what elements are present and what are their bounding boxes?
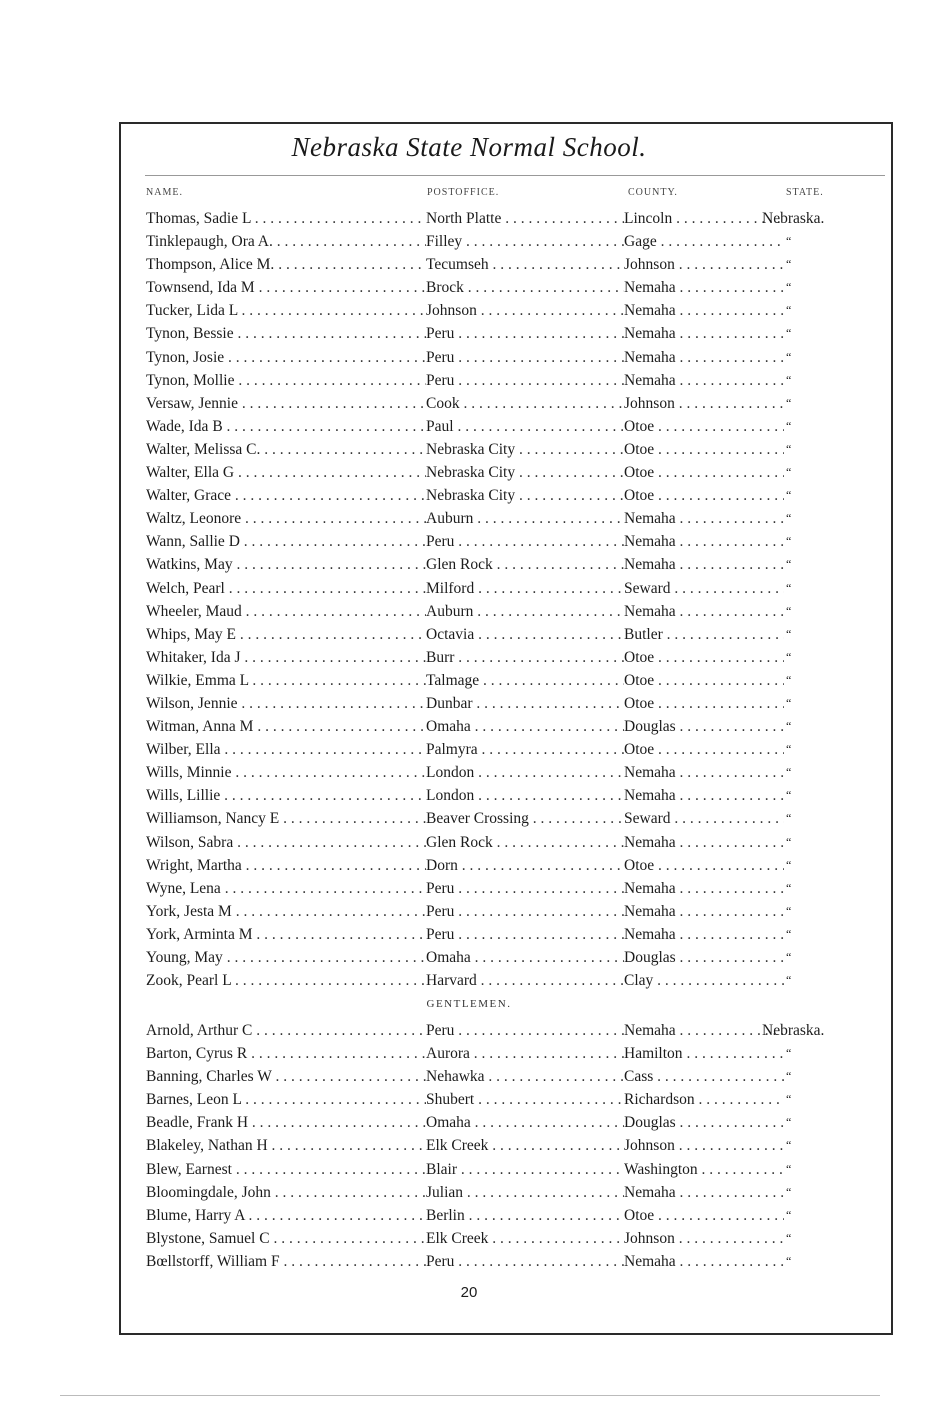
cell-county: Nemaha . . .	[624, 507, 784, 530]
cell-name: Walter, Grace . . .	[146, 484, 426, 507]
cell-name: Wann, Sallie D . . .	[146, 530, 426, 553]
cell-name: Banning, Charles W . . .	[146, 1065, 426, 1088]
cell-name: Walter, Ella G . . .	[146, 461, 426, 484]
cell-postoffice: Julian . . .	[426, 1181, 624, 1204]
cell-county: Nemaha . . .	[624, 1019, 784, 1042]
cell-postoffice: London . . .	[426, 761, 624, 784]
table-row	[146, 553, 846, 576]
table-row	[146, 530, 846, 553]
cell-postoffice: Dunbar . . .	[426, 692, 624, 715]
cell-state: “	[786, 1230, 792, 1245]
cell-postoffice: Palmyra . . .	[426, 738, 624, 761]
cell-county: Douglas . . .	[624, 1111, 784, 1134]
table-row	[146, 692, 846, 715]
cell-state: “	[786, 418, 792, 433]
cell-postoffice: Peru . . .	[426, 346, 624, 369]
cell-state: “	[786, 395, 792, 410]
header-rule	[145, 175, 885, 176]
cell-county: Nemaha . . .	[624, 1181, 784, 1204]
cell-postoffice: Octavia . . .	[426, 623, 624, 646]
table-row	[146, 346, 846, 369]
cell-county: Nemaha . . .	[624, 553, 784, 576]
cell-county: Lincoln . . .	[624, 207, 784, 230]
table-row	[146, 669, 846, 692]
table-row	[146, 854, 846, 877]
cell-state: “	[786, 257, 792, 272]
cell-name: Bœllstorff, William F . . .	[146, 1250, 426, 1273]
cell-postoffice: Tecumseh . . .	[426, 253, 624, 276]
cell-state: “	[786, 603, 792, 618]
cell-state: “	[786, 465, 792, 480]
table-row	[146, 1042, 846, 1065]
cell-name: Wilber, Ella . . .	[146, 738, 426, 761]
cell-county: Hamilton . . .	[624, 1042, 784, 1065]
cell-postoffice: Peru . . .	[426, 1019, 624, 1042]
table-row	[146, 600, 846, 623]
cell-postoffice: Omaha . . .	[426, 946, 624, 969]
cell-county: Nemaha . . .	[624, 600, 784, 623]
cell-name: Blakeley, Nathan H . . .	[146, 1134, 426, 1157]
cell-name: Thompson, Alice M. . . .	[146, 253, 426, 276]
column-header-state: STATE.	[786, 187, 824, 198]
cell-name: Barnes, Leon L . . .	[146, 1088, 426, 1111]
cell-state: “	[786, 788, 792, 803]
table-row	[146, 623, 846, 646]
cell-name: Wilson, Sabra . . .	[146, 831, 426, 854]
table-row	[146, 1250, 846, 1273]
cell-county: Otoe . . .	[624, 646, 784, 669]
table-row	[146, 1204, 846, 1227]
page-number: 20	[460, 1284, 478, 1301]
table-row	[146, 784, 846, 807]
cell-name: Blume, Harry A . . .	[146, 1204, 426, 1227]
cell-postoffice: North Platte . . .	[426, 207, 624, 230]
cell-postoffice: Aurora . . .	[426, 1042, 624, 1065]
column-header-postoffice: POSTOFFICE.	[427, 187, 500, 198]
cell-name: Welch, Pearl . . .	[146, 577, 426, 600]
cell-name: Townsend, Ida M . . .	[146, 276, 426, 299]
cell-county: Johnson . . .	[624, 1134, 784, 1157]
cell-state: “	[786, 1207, 792, 1222]
cell-postoffice: Nebraska City . . .	[426, 438, 624, 461]
cell-state: “	[786, 811, 792, 826]
cell-county: Nemaha . . .	[624, 784, 784, 807]
cell-name: Waltz, Leonore . . .	[146, 507, 426, 530]
table-row	[146, 438, 846, 461]
cell-state: “	[786, 834, 792, 849]
cell-postoffice: Peru . . .	[426, 322, 624, 345]
table-row	[146, 1134, 846, 1157]
cell-county: Otoe . . .	[624, 415, 784, 438]
cell-name: Wright, Martha . . .	[146, 854, 426, 877]
cell-postoffice: Talmage . . .	[426, 669, 624, 692]
cell-county: Nemaha . . .	[624, 1250, 784, 1273]
cell-state: “	[786, 695, 792, 710]
cell-postoffice: Auburn . . .	[426, 600, 624, 623]
cell-county: Nemaha . . .	[624, 369, 784, 392]
cell-postoffice: Milford . . .	[426, 577, 624, 600]
bottom-rule	[60, 1395, 880, 1396]
table-row	[146, 831, 846, 854]
cell-state: “	[786, 1069, 792, 1084]
cell-county: Richardson . . .	[624, 1088, 784, 1111]
cell-county: Otoe . . .	[624, 692, 784, 715]
cell-county: Nemaha . . .	[624, 877, 784, 900]
cell-county: Nemaha . . .	[624, 831, 784, 854]
cell-name: Wheeler, Maud . . .	[146, 600, 426, 623]
cell-state: “	[786, 1138, 792, 1153]
table-row	[146, 1158, 846, 1181]
cell-postoffice: Paul . . .	[426, 415, 624, 438]
cell-state: “	[786, 1253, 792, 1268]
cell-county: Nemaha . . .	[624, 530, 784, 553]
cell-state: “	[786, 926, 792, 941]
cell-name: Whips, May E . . .	[146, 623, 426, 646]
cell-state: “	[786, 857, 792, 872]
cell-county: Nemaha . . .	[624, 761, 784, 784]
table-row	[146, 946, 846, 969]
cell-postoffice: Peru . . .	[426, 900, 624, 923]
cell-state: Nebraska.	[762, 210, 825, 227]
table-row	[146, 807, 846, 830]
section-heading-gentlemen: GENTLEMEN.	[426, 998, 512, 1010]
table-row	[146, 1181, 846, 1204]
cell-county: Otoe . . .	[624, 738, 784, 761]
cell-name: Wills, Minnie . . .	[146, 761, 426, 784]
table-row	[146, 322, 846, 345]
cell-county: Seward . . .	[624, 807, 784, 830]
cell-name: Beadle, Frank H . . .	[146, 1111, 426, 1134]
table-row	[146, 923, 846, 946]
cell-name: Versaw, Jennie . . .	[146, 392, 426, 415]
cell-county: Otoe . . .	[624, 461, 784, 484]
cell-postoffice: Nebraska City . . .	[426, 484, 624, 507]
cell-postoffice: London . . .	[426, 784, 624, 807]
page-title: Nebraska State Normal School.	[291, 132, 647, 162]
cell-postoffice: Nehawka . . .	[426, 1065, 624, 1088]
table-row	[146, 507, 846, 530]
cell-name: Arnold, Arthur C . . .	[146, 1019, 426, 1042]
table-row	[146, 577, 846, 600]
cell-name: Tynon, Josie . . .	[146, 346, 426, 369]
cell-name: Williamson, Nancy E . . .	[146, 807, 426, 830]
table-row	[146, 1111, 846, 1134]
cell-state: “	[786, 534, 792, 549]
cell-state: “	[786, 719, 792, 734]
cell-county: Nemaha . . .	[624, 923, 784, 946]
cell-name: Tucker, Lida L . . .	[146, 299, 426, 322]
cell-state: “	[786, 303, 792, 318]
cell-postoffice: Omaha . . .	[426, 715, 624, 738]
cell-postoffice: Nebraska City . . .	[426, 461, 624, 484]
cell-name: Wyne, Lena . . .	[146, 877, 426, 900]
cell-county: Douglas . . .	[624, 946, 784, 969]
cell-name: Thomas, Sadie L . . .	[146, 207, 426, 230]
table-row	[146, 392, 846, 415]
cell-county: Butler . . .	[624, 623, 784, 646]
table-row	[146, 969, 846, 992]
cell-name: Young, May . . .	[146, 946, 426, 969]
cell-state: “	[786, 372, 792, 387]
cell-name: Barton, Cyrus R . . .	[146, 1042, 426, 1065]
table-row	[146, 1065, 846, 1088]
cell-postoffice: Glen Rock . . .	[426, 831, 624, 854]
cell-county: Nemaha . . .	[624, 276, 784, 299]
cell-name: York, Jesta M . . .	[146, 900, 426, 923]
cell-postoffice: Cook . . .	[426, 392, 624, 415]
cell-postoffice: Glen Rock . . .	[426, 553, 624, 576]
cell-postoffice: Peru . . .	[426, 923, 624, 946]
table-row	[146, 207, 846, 230]
cell-county: Johnson . . .	[624, 253, 784, 276]
cell-postoffice: Johnson . . .	[426, 299, 624, 322]
gentlemen-list	[146, 1019, 846, 1273]
cell-county: Nemaha . . .	[624, 346, 784, 369]
cell-name: Wilson, Jennie . . .	[146, 692, 426, 715]
cell-state: “	[786, 349, 792, 364]
cell-county: Cass . . .	[624, 1065, 784, 1088]
table-row	[146, 738, 846, 761]
cell-county: Nemaha . . .	[624, 322, 784, 345]
cell-postoffice: Peru . . .	[426, 369, 624, 392]
cell-county: Seward . . .	[624, 577, 784, 600]
table-row	[146, 299, 846, 322]
cell-name: Walter, Melissa C. . . .	[146, 438, 426, 461]
cell-state: “	[786, 326, 792, 341]
cell-state: “	[786, 488, 792, 503]
table-row	[146, 646, 846, 669]
cell-county: Johnson . . .	[624, 392, 784, 415]
cell-state: Nebraska.	[762, 1022, 825, 1039]
cell-state: “	[786, 765, 792, 780]
table-row	[146, 276, 846, 299]
cell-state: “	[786, 557, 792, 572]
cell-name: Wade, Ida B . . .	[146, 415, 426, 438]
cell-name: York, Arminta M . . .	[146, 923, 426, 946]
cell-state: “	[786, 1115, 792, 1130]
cell-county: Clay . . .	[624, 969, 784, 992]
cell-postoffice: Beaver Crossing . . .	[426, 807, 624, 830]
cell-postoffice: Blair . . .	[426, 1158, 624, 1181]
cell-county: Johnson . . .	[624, 1227, 784, 1250]
cell-name: Tynon, Mollie . . .	[146, 369, 426, 392]
cell-name: Wilkie, Emma L . . .	[146, 669, 426, 692]
table-row	[146, 415, 846, 438]
cell-state: “	[786, 1184, 792, 1199]
cell-state: “	[786, 1046, 792, 1061]
table-row	[146, 761, 846, 784]
cell-postoffice: Elk Creek . . .	[426, 1134, 624, 1157]
cell-state: “	[786, 441, 792, 456]
cell-postoffice: Dorn . . .	[426, 854, 624, 877]
cell-name: Tynon, Bessie . . .	[146, 322, 426, 345]
ladies-list	[146, 207, 846, 992]
cell-postoffice: Burr . . .	[426, 646, 624, 669]
cell-postoffice: Omaha . . .	[426, 1111, 624, 1134]
cell-name: Wills, Lillie . . .	[146, 784, 426, 807]
column-header-county: COUNTY.	[628, 187, 678, 198]
cell-county: Otoe . . .	[624, 669, 784, 692]
cell-state: “	[786, 672, 792, 687]
cell-state: “	[786, 950, 792, 964]
cell-postoffice: Peru . . .	[426, 1250, 624, 1273]
cell-county: Otoe . . .	[624, 438, 784, 461]
cell-state: “	[786, 280, 792, 295]
cell-postoffice: Harvard . . .	[426, 969, 624, 992]
cell-state: “	[786, 880, 792, 895]
cell-state: “	[786, 903, 792, 918]
cell-county: Nemaha . . .	[624, 900, 784, 923]
cell-name: Zook, Pearl L . . .	[146, 969, 426, 992]
cell-county: Gage . . .	[624, 230, 784, 253]
cell-county: Douglas . . .	[624, 715, 784, 738]
cell-state: “	[786, 580, 792, 595]
cell-state: “	[786, 626, 792, 641]
table-row	[146, 484, 846, 507]
cell-county: Nemaha . . .	[624, 299, 784, 322]
table-row	[146, 253, 846, 276]
cell-state: “	[786, 649, 792, 664]
cell-postoffice: Berlin . . .	[426, 1204, 624, 1227]
table-row	[146, 1019, 846, 1042]
table-row	[146, 230, 846, 253]
cell-name: Tinklepaugh, Ora A. . . .	[146, 230, 426, 253]
cell-county: Otoe . . .	[624, 1204, 784, 1227]
table-row	[146, 900, 846, 923]
cell-county: Washington . . .	[624, 1158, 784, 1181]
cell-postoffice: Elk Creek . . .	[426, 1227, 624, 1250]
table-row	[146, 877, 846, 900]
cell-name: Bloomingdale, John . . .	[146, 1181, 426, 1204]
cell-postoffice: Brock . . .	[426, 276, 624, 299]
cell-postoffice: Peru . . .	[426, 877, 624, 900]
cell-state: “	[786, 1092, 792, 1107]
cell-state: “	[786, 1161, 792, 1176]
cell-postoffice: Filley . . .	[426, 230, 624, 253]
cell-state: “	[786, 973, 792, 988]
cell-postoffice: Peru . . .	[426, 530, 624, 553]
cell-name: Blystone, Samuel C . . .	[146, 1227, 426, 1250]
table-row	[146, 369, 846, 392]
cell-postoffice: Shubert . . .	[426, 1088, 624, 1111]
cell-state: “	[786, 234, 792, 249]
table-row	[146, 461, 846, 484]
cell-name: Watkins, May . . .	[146, 553, 426, 576]
cell-postoffice: Auburn . . .	[426, 507, 624, 530]
cell-name: Blew, Earnest . . .	[146, 1158, 426, 1181]
cell-state: “	[786, 511, 792, 526]
table-row	[146, 1088, 846, 1111]
table-row	[146, 715, 846, 738]
cell-name: Witman, Anna M . . .	[146, 715, 426, 738]
cell-name: Whitaker, Ida J . . .	[146, 646, 426, 669]
table-row	[146, 1227, 846, 1250]
cell-state: “	[786, 742, 792, 757]
cell-county: Otoe . . .	[624, 484, 784, 507]
column-header-name: NAME.	[146, 187, 183, 198]
cell-county: Otoe . . .	[624, 854, 784, 877]
